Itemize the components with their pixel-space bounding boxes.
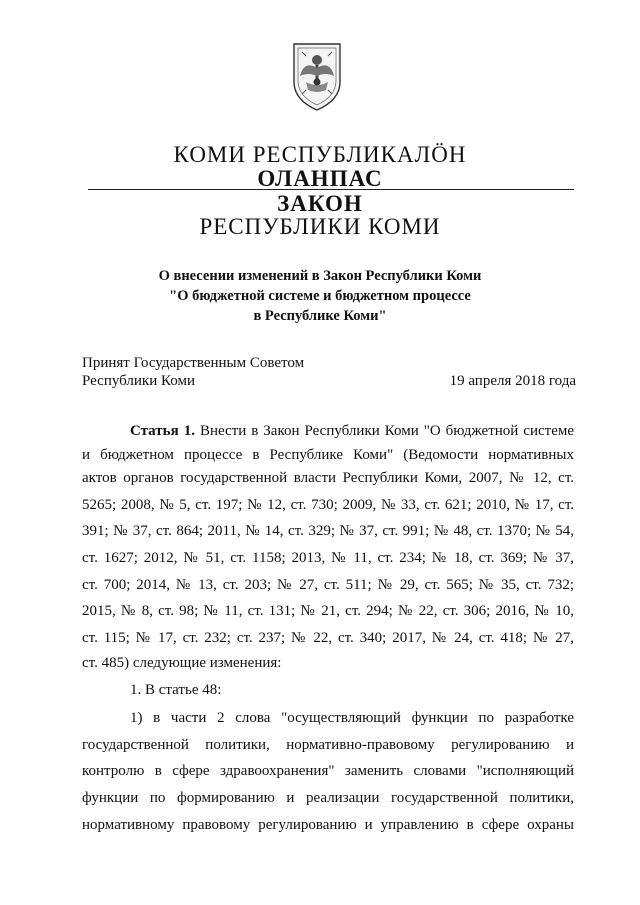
header-komi-respublikalon: КОМИ РЕСПУБЛИКАЛÖН bbox=[173, 142, 467, 167]
subitem-1-line: нормативному правовому регулированию и управлению в сфере охраны bbox=[82, 817, 574, 833]
law-title-line-1: О внесении изменений в Закон Республики Коми bbox=[158, 268, 482, 284]
subitem-1-line: контролю в сфере здравоохранения" заменить словами "исполняющий bbox=[82, 763, 574, 779]
subitem-1-line: функции по формированию и реализации государственной политики, bbox=[82, 790, 574, 806]
header-zakon: ЗАКОН bbox=[277, 191, 363, 216]
article-1-line: 391; № 37, ст. 864; 2011, № 14, ст. 329; № 37, ст. 991; № 48, ст. 1370; № 54, bbox=[82, 523, 574, 539]
subitem-1-line: государственной политики, нормативно-правовому регулированию и bbox=[82, 737, 574, 753]
adoption-date: 19 апреля 2018 года bbox=[449, 373, 576, 389]
article-1-line: 2015, № 8, ст. 98; № 11, ст. 131; № 21, ст. 294; № 22, ст. 306; 2016, № 10, bbox=[82, 603, 574, 619]
article-1-line: ст. 1627; 2012, № 51, ст. 1158; 2013, № 11, ст. 234; № 18, ст. 369; № 37, bbox=[82, 550, 574, 566]
article-label: Статья 1. bbox=[130, 423, 195, 439]
coat-of-arms-icon bbox=[290, 38, 344, 112]
subitem-1-line: 1) в части 2 слова "осуществляющий функции по разработке bbox=[130, 710, 574, 726]
article-1-line: и бюджетном процессе в Республике Коми" (Ведомости нормативных bbox=[82, 447, 574, 463]
coat-of-arms-emblem bbox=[290, 38, 344, 112]
law-title-line-3: в Республике Коми" bbox=[253, 308, 387, 324]
article-1-line bbox=[130, 423, 574, 440]
adoption-line-2: Республики Коми bbox=[82, 373, 195, 389]
header-divider bbox=[88, 189, 574, 190]
law-title-line-2: "О бюджетной системе и бюджетном процессе bbox=[169, 288, 471, 304]
article-1-line: ст. 700; 2014, № 13, ст. 203; № 27, ст. 511; № 29, ст. 565; № 35, ст. 732; bbox=[82, 577, 574, 593]
article-1-line: ст. 485) следующие изменения: bbox=[82, 655, 282, 671]
item-1-heading: 1. В статье 48: bbox=[130, 682, 222, 698]
article-1-line: ст. 115; № 17, ст. 232; ст. 237; № 22, ст. 340; 2017, № 24, ст. 418; № 27, bbox=[82, 630, 574, 646]
article-1-text: Внести в Закон Республики Коми "О бюджетной системе bbox=[194, 423, 574, 439]
header-respubliki-komi: РЕСПУБЛИКИ КОМИ bbox=[199, 214, 441, 239]
header-olanpas: ОЛАНПАС bbox=[257, 166, 383, 191]
adoption-line-1: Принят Государственным Советом bbox=[82, 355, 305, 371]
article-1-line: актов органов государственной власти Республики Коми, 2007, № 12, ст. bbox=[82, 470, 574, 486]
article-1-line: 5265; 2008, № 5, ст. 197; № 12, ст. 730; 2009, № 33, ст. 621; 2010, № 17, ст. bbox=[82, 497, 574, 513]
